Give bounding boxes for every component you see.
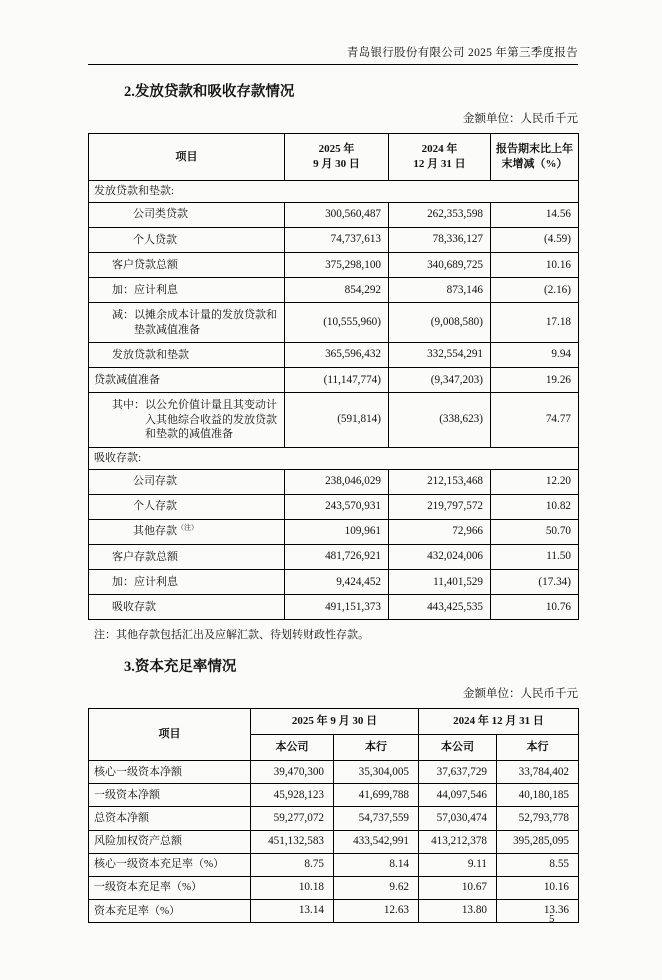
col-header-2024 [389,134,491,181]
value-2025-bank: 41,699,788 [334,784,419,807]
value-2025: 9,424,452 [285,570,389,595]
page-number: 5 [549,913,555,925]
table-row [89,342,579,367]
table-row [89,876,579,899]
value-2025: 243,570,931 [285,494,389,519]
table-row [89,278,579,303]
row-label: 一级资本净额 [89,784,251,807]
col-header-bank: 本行 [334,735,419,761]
table-row [89,494,579,519]
value-change: 12.20 [491,469,579,494]
col-header-2025-line2: 9 月 30 日 [313,158,360,170]
section-label-deposits: 吸收存款: [89,447,579,469]
row-label: 一级资本充足率（%） [89,876,251,899]
row-label: 加：应计利息 [89,278,285,303]
table-row [89,899,579,922]
value-2025: 109,961 [285,519,389,544]
value-2025-company: 13.14 [251,899,334,922]
value-change: 10.82 [491,494,579,519]
value-2025-bank: 54,737,559 [334,807,419,830]
value-2025-company: 451,132,583 [251,830,334,853]
value-2025: 491,151,373 [285,595,389,620]
value-2025: 481,726,921 [285,544,389,569]
value-change: (2.16) [491,278,579,303]
col-header-item: 项目 [89,134,285,181]
section-3-heading: 3.资本充足率情况 [124,659,237,676]
row-label-text: 其他存款 [133,525,177,538]
table-row [89,853,579,876]
header-row-groups [89,709,579,735]
value-2025-bank: 433,542,991 [334,830,419,853]
row-label: 核心一级资本充足率（%） [89,853,251,876]
value-change: 50.70 [491,519,579,544]
value-2025: 365,596,432 [285,342,389,367]
col-header-bank: 本行 [497,735,579,761]
value-2024: (9,008,580) [389,303,491,343]
table-row [89,807,579,830]
row-label: 总资本净额 [89,807,251,830]
table-row [89,784,579,807]
value-2024-company: 10.67 [419,876,497,899]
row-label: 资本充足率（%） [89,899,251,922]
row-label [89,519,285,544]
value-2024: 72,966 [389,519,491,544]
value-2024-company: 57,030,474 [419,807,497,830]
value-2025: 854,292 [285,278,389,303]
value-2024-company: 37,637,729 [419,761,497,784]
table-row [89,368,579,393]
value-change: 9.94 [491,342,579,367]
col-header-2024-line1: 2024 年 [421,143,458,156]
col-group-2024: 2024 年 12 月 31 日 [419,709,579,735]
value-change: 19.26 [491,368,579,393]
value-2024-bank: 52,793,778 [497,807,579,830]
value-2024-bank: 10.16 [497,876,579,899]
col-header-group-company: 本公司 [251,735,334,761]
value-change: 10.76 [491,595,579,620]
value-2024-bank: 13.36 [497,899,579,922]
row-label: 客户贷款总额 [89,253,285,278]
value-2024: 11,401,529 [389,570,491,595]
value-2025-bank: 12.63 [334,899,419,922]
col-header-change-line1: 报告期末比上年 [496,143,573,156]
row-label: 吸收存款 [89,595,285,620]
value-2024: 78,336,127 [389,227,491,252]
value-2024-company: 413,212,378 [419,830,497,853]
table-row [89,303,579,343]
table-header [89,134,579,181]
table-row [89,253,579,278]
table-row [89,544,579,569]
value-2024: 332,554,291 [389,342,491,367]
row-label: 风险加权资产总额 [89,830,251,853]
col-header-item: 项目 [89,709,251,761]
value-2025: (10,555,960) [285,303,389,343]
value-2025-company: 59,277,072 [251,807,334,830]
col-group-2025: 2025 年 9 月 30 日 [251,709,419,735]
col-header-change-line2: 末增减（%） [501,158,568,170]
table-row [89,202,579,227]
row-label: 客户存款总额 [89,544,285,569]
value-2025-company: 8.75 [251,853,334,876]
value-2024: (9,347,203) [389,368,491,393]
value-2024-bank: 395,285,095 [497,830,579,853]
row-label: 其中：以公允价值计量且其变动计入其他综合收益的发放贷款和垫款的减值准备 [89,393,285,448]
value-2024: 873,146 [389,278,491,303]
value-2024: 443,425,535 [389,595,491,620]
value-2024: 340,689,725 [389,253,491,278]
value-2025-company: 39,470,300 [251,761,334,784]
table-row [89,830,579,853]
page-content [88,44,578,923]
col-header-2025 [285,134,389,181]
report-header-title: 青岛银行股份有限公司 2025 年第三季度报告 [88,44,578,65]
value-change: 14.56 [491,202,579,227]
value-change: (17.34) [491,570,579,595]
table-row [89,227,579,252]
capital-adequacy-table [88,708,579,923]
table-row [89,570,579,595]
section-3-unit-label: 金额单位：人民币千元 [463,688,578,701]
loans-deposits-table [88,133,579,620]
table-row [89,519,579,544]
row-label: 减：以摊余成本计量的发放贷款和垫款减值准备 [89,303,285,343]
section-2-heading: 2.发放贷款和吸收存款情况 [124,84,295,100]
col-header-group-company: 本公司 [419,735,497,761]
value-2025-company: 10.18 [251,876,334,899]
value-change: 74.77 [491,393,579,448]
row-label: 加：应计利息 [89,570,285,595]
table-section-row [89,181,579,203]
value-2024: 432,024,006 [389,544,491,569]
table-row [89,393,579,448]
row-label: 个人存款 [89,494,285,519]
row-label: 核心一级资本净额 [89,761,251,784]
value-2025: 300,560,487 [285,202,389,227]
header-row [89,134,579,181]
section-2-unit-label: 金额单位：人民币千元 [463,113,578,125]
value-2024: 212,153,468 [389,469,491,494]
table-row [89,595,579,620]
value-2025-bank: 35,304,005 [334,761,419,784]
value-2024-company: 44,097,546 [419,784,497,807]
row-label: 发放贷款和垫款 [89,342,285,367]
value-2025: (11,147,774) [285,368,389,393]
row-label: 公司存款 [89,469,285,494]
table-header [89,709,579,761]
value-2025-company: 45,928,123 [251,784,334,807]
value-2025: 238,046,029 [285,469,389,494]
value-change: 11.50 [491,544,579,569]
table-footnote: 注：其他存款包括汇出及应解汇款、待划转财政性存款。 [94,629,369,642]
value-2024: 219,797,572 [389,494,491,519]
col-header-2025-line1: 2025 年 [318,143,355,156]
value-2025: (591,814) [285,393,389,448]
value-2024: (338,623) [389,393,491,448]
value-2025-bank: 8.14 [334,853,419,876]
value-2024-bank: 8.55 [497,853,579,876]
value-change: 10.16 [491,253,579,278]
value-2024-bank: 33,784,402 [497,761,579,784]
report-page [0,44,662,980]
col-header-change [491,134,579,181]
value-2024: 262,353,598 [389,202,491,227]
value-2024-bank: 40,180,185 [497,784,579,807]
section-label-loans: 发放贷款和垫款: [89,181,579,203]
row-label: 个人贷款 [89,227,285,252]
row-label: 公司类贷款 [89,202,285,227]
value-2025-bank: 9.62 [334,876,419,899]
table-section-row [89,447,579,469]
value-2025: 375,298,100 [285,253,389,278]
value-change: (4.59) [491,227,579,252]
value-change: 17.18 [491,303,579,343]
table-row [89,469,579,494]
note-superscript: （注） [177,523,198,532]
value-2025: 74,737,613 [285,227,389,252]
col-header-2024-line2: 12 月 31 日 [413,158,466,170]
table-row [89,761,579,784]
value-2024-company: 9.11 [419,853,497,876]
value-2024-company: 13.80 [419,899,497,922]
row-label: 贷款减值准备 [89,368,285,393]
